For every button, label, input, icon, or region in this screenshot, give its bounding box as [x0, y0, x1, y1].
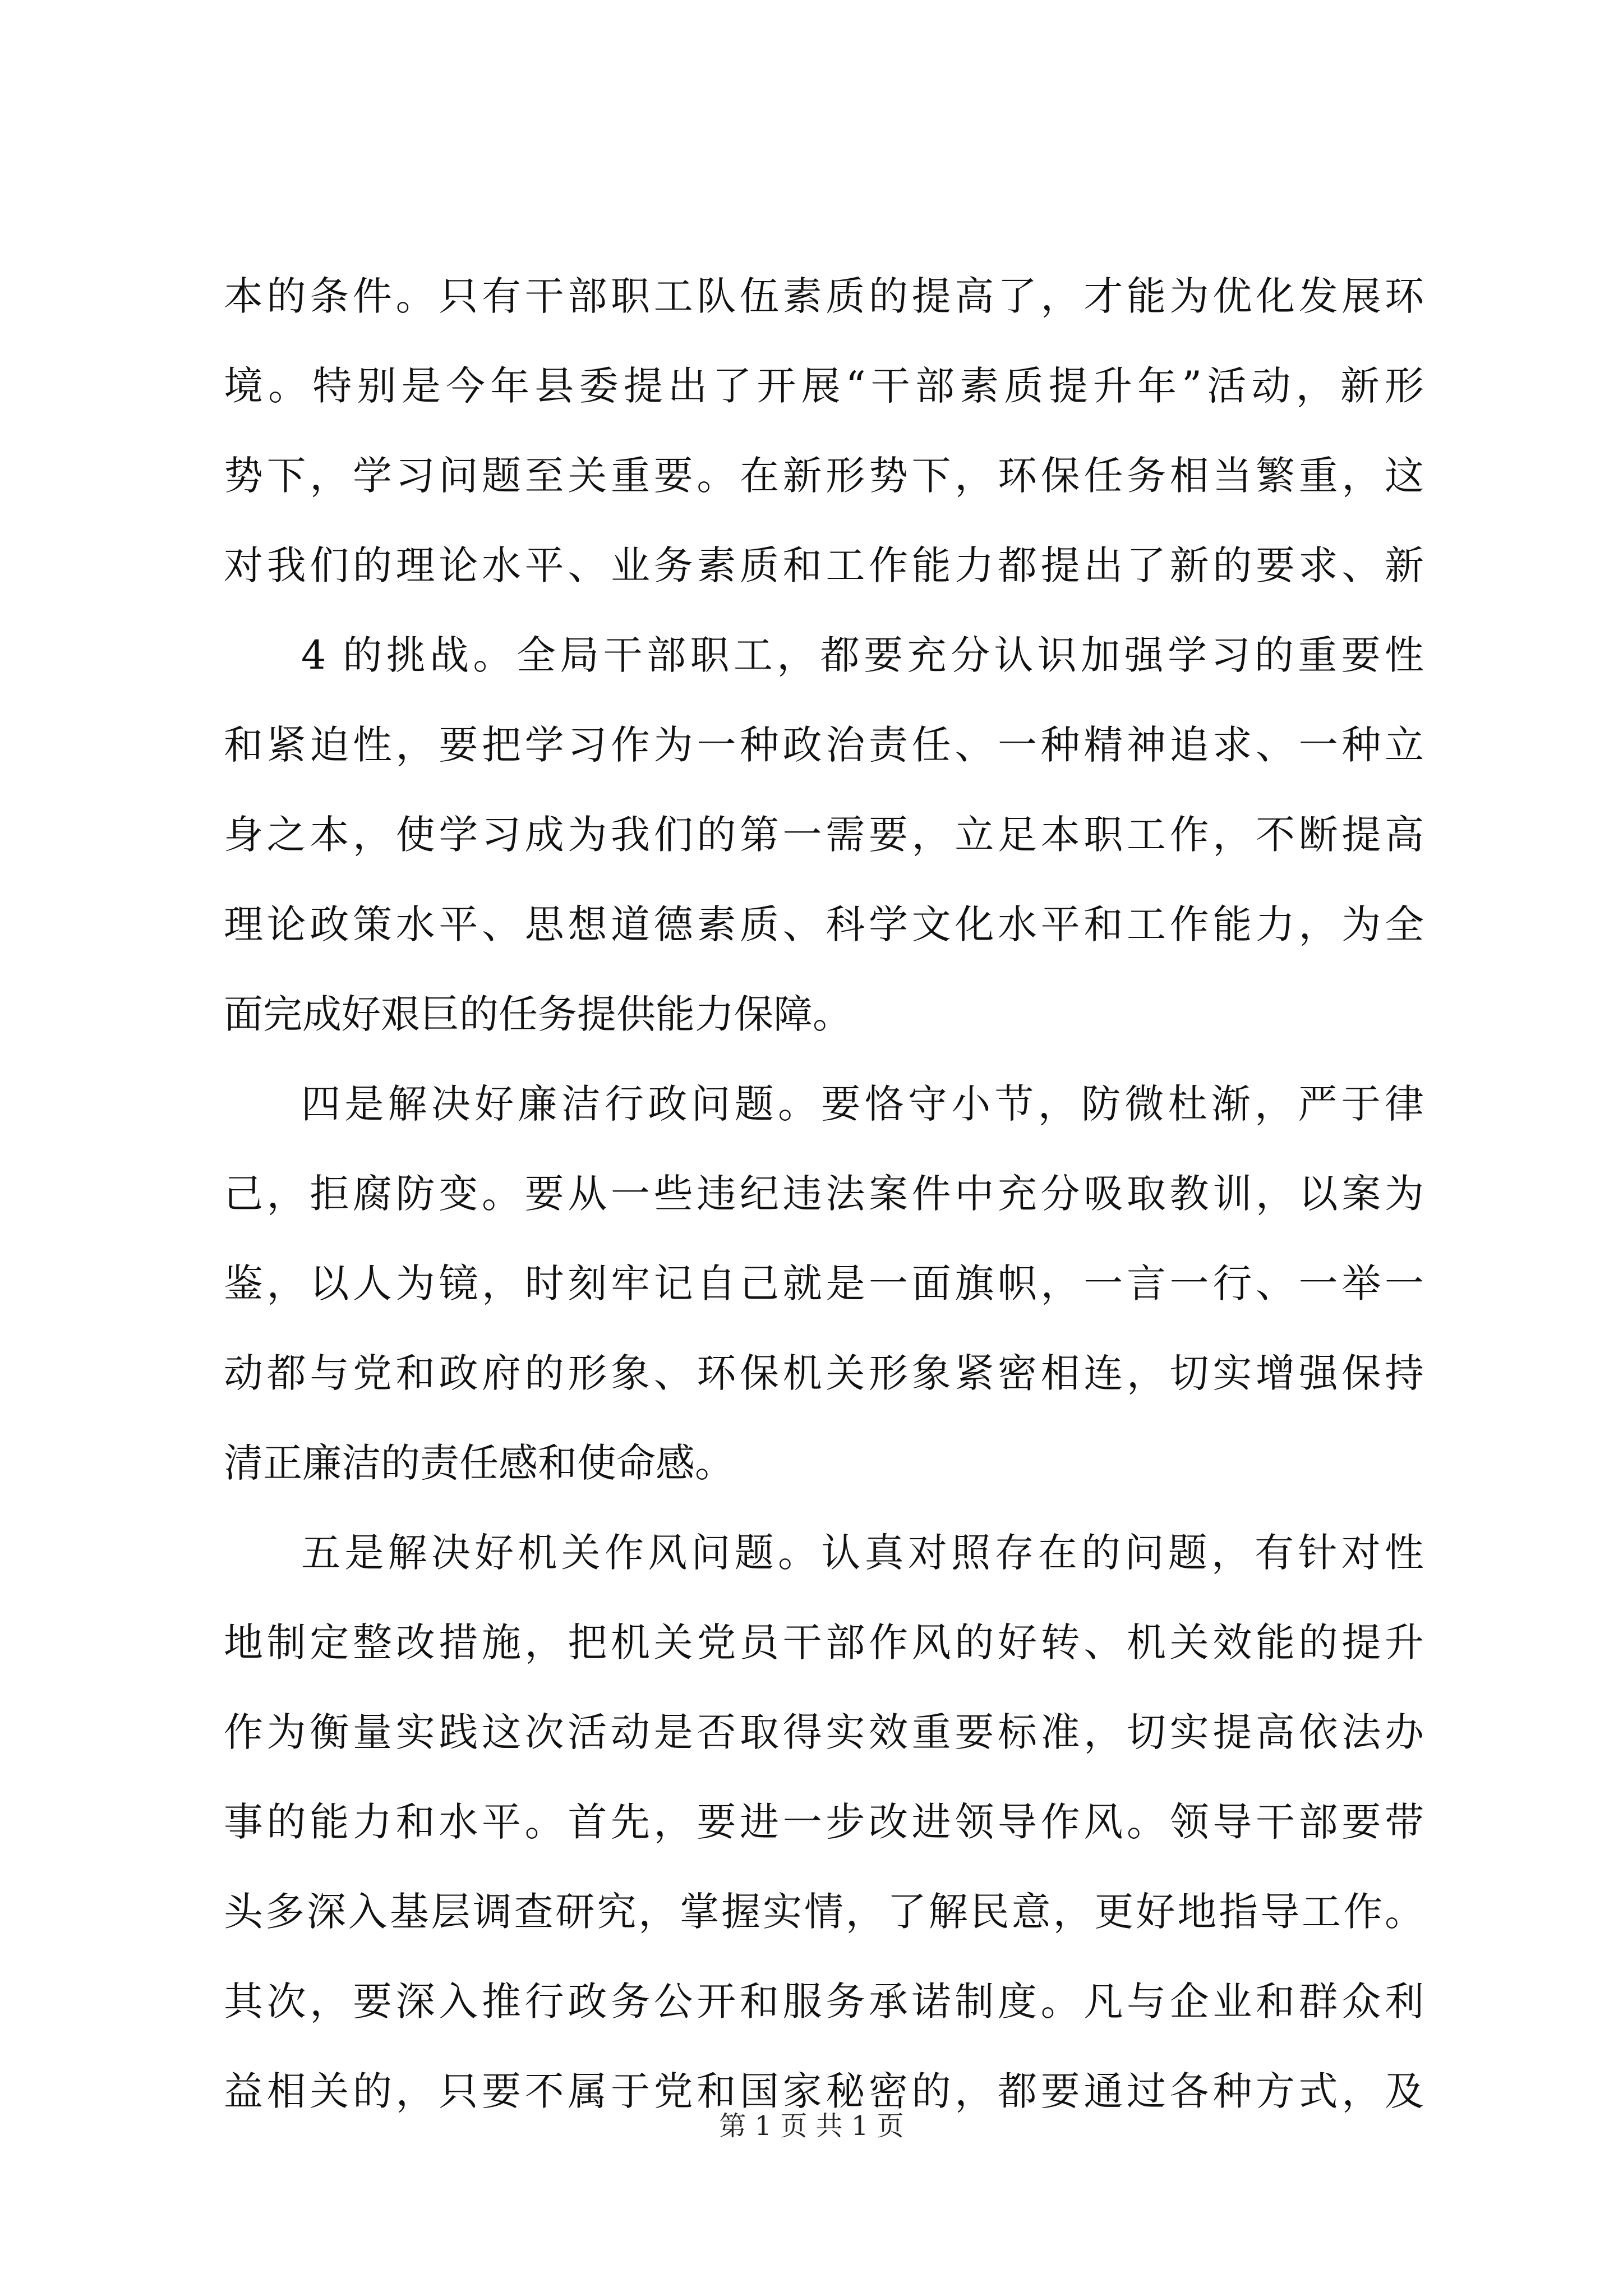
body-line: 地制定整改措施，把机关党员干部作风的好转、机关效能的提升	[224, 1619, 1424, 1665]
body-line: 作为衡量实践这次活动是否取得实效重要标准，切实提高依法办	[224, 1709, 1424, 1755]
body-line: 己，拒腐防变。要从一些违纪违法案件中充分吸取教训，以案为	[224, 1171, 1424, 1217]
body-line: 事的能力和水平。首先，要进一步改进领导作风。领导干部要带	[224, 1799, 1424, 1845]
body-line: 清正廉洁的责任感和使命感。	[224, 1440, 734, 1486]
body-line: 身之本，使学习成为我们的第一需要，立足本职工作，不断提高	[224, 812, 1424, 858]
body-line: 益相关的，只要不属于党和国家秘密的，都要通过各种方式，及	[224, 2068, 1424, 2114]
paragraph-5-start: 五是解决好机关作风问题。认真对照存在的问题，有针对性	[301, 1530, 1424, 1576]
body-line: 4 的挑战。全局干部职工，都要充分认识加强学习的重要性	[301, 632, 1424, 678]
body-line: 和紧迫性，要把学习作为一种政治责任、一种精神追求、一种立	[224, 722, 1424, 768]
body-line: 其次，要深入推行政务公开和服务承诺制度。凡与企业和群众利	[224, 1978, 1424, 2024]
body-line: 境。特别是今年县委提出了开展“干部素质提升年”活动，新形	[224, 363, 1424, 409]
body-line: 对我们的理论水平、业务素质和工作能力都提出了新的要求、新	[224, 542, 1424, 588]
body-line: 头多深入基层调查研究，掌握实情，了解民意，更好地指导工作。	[224, 1889, 1424, 1935]
body-line: 面完成好艰巨的任务提供能力保障。	[224, 991, 852, 1037]
body-line: 理论政策水平、思想道德素质、科学文化水平和工作能力，为全	[224, 901, 1424, 947]
page-number-footer: 第 1 页 共 1 页	[719, 2110, 904, 2142]
body-line: 势下，学习问题至关重要。在新形势下，环保任务相当繁重，这	[224, 453, 1424, 499]
paragraph-4-start: 四是解决好廉洁行政问题。要恪守小节，防微杜渐，严于律	[301, 1081, 1424, 1127]
body-line: 动都与党和政府的形象、环保机关形象紧密相连，切实增强保持	[224, 1350, 1424, 1396]
body-line: 本的条件。只有干部职工队伍素质的提高了，才能为优化发展环	[224, 273, 1424, 319]
body-line: 鉴，以人为镜，时刻牢记自己就是一面旗帜，一言一行、一举一	[224, 1260, 1424, 1306]
